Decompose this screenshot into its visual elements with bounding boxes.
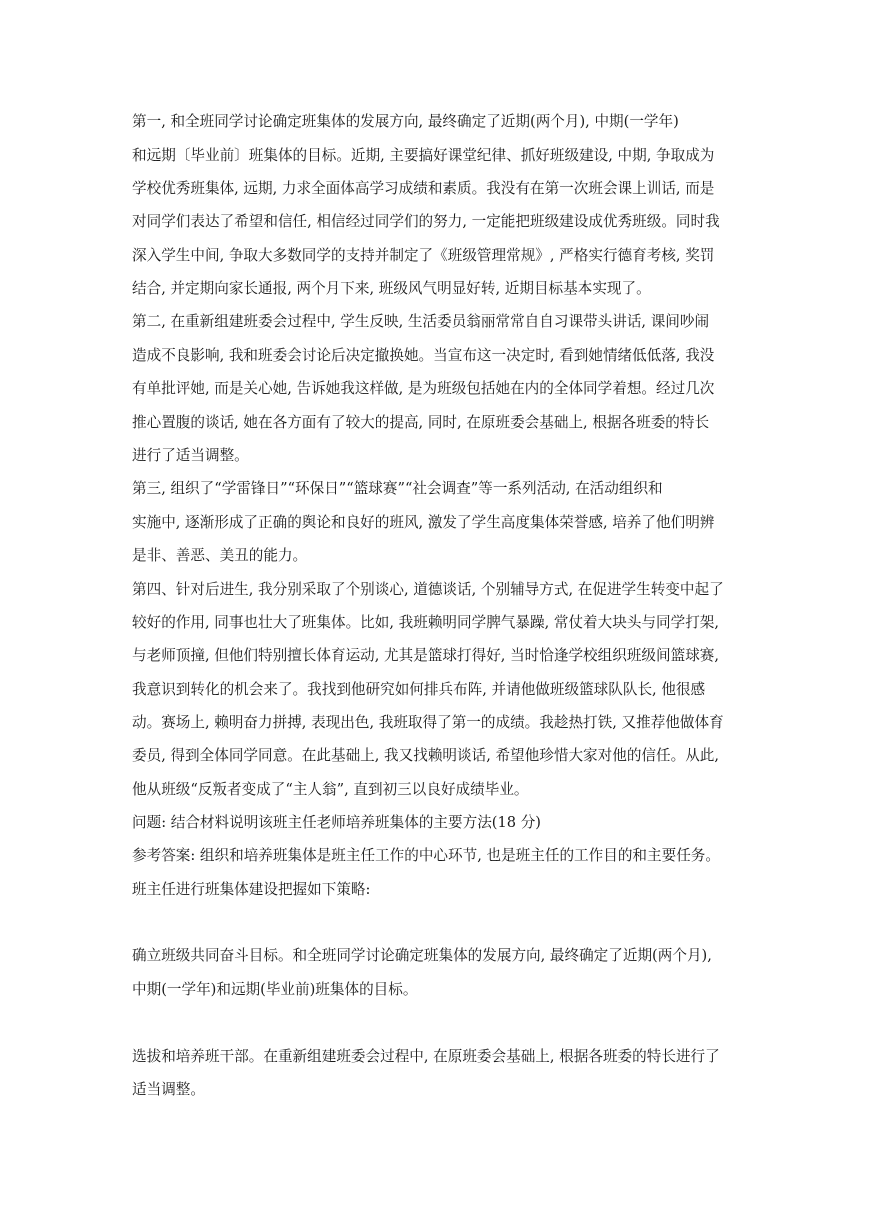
text-line: 较好的作用, 同事也壮大了班集体。比如, 我班赖明同学脾气暴躁, 常仗着大块头与同学打架, bbox=[132, 614, 720, 631]
text-line: 他从班级“反叛者变成了“主人翁”, 直到初三以良好成绩毕业。 bbox=[132, 781, 529, 798]
answer-line: 参考答案: 组织和培养班集体是班主任工作的中心环节, 也是班主任的工作目的和主要任务。 bbox=[132, 847, 720, 864]
text-line: 第三, 组织了“学雷锋日”“环保日”“篮球赛”“社会调查”等一系列活动, 在活动组织和 bbox=[132, 480, 663, 497]
text-line: 是非、善恶、美丑的能力。 bbox=[132, 547, 308, 564]
text-line: 和远期〔毕业前〕班集体的目标。近期, 主要搞好课堂纪律、抓好班级建设, 中期, 争取成为 bbox=[132, 147, 715, 164]
text-line: 造成不良影响, 我和班委会讨论后决定撤换她。当宣布这一决定时, 看到她情绪低低落, 我没 bbox=[132, 347, 715, 364]
text-line: 进行了适当调整。 bbox=[132, 447, 249, 464]
text-line: 结合, 并定期向家长通报, 两个月下来, 班级风气明显好转, 近期目标基本实现了。 bbox=[132, 280, 651, 297]
text-line: 与老师顶撞, 但他们特别擅长体育运动, 尤其是篮球打得好, 当时恰逢学校组织班级间篮球赛, bbox=[132, 647, 720, 664]
question-line: 问题: 结合材料说明该班主任老师培养班集体的主要方法(18 分) bbox=[132, 814, 541, 831]
text-line: 动。赛场上, 赖明奋力拼搏, 表现出色, 我班取得了第一的成绩。我趁热打铁, 又推荐他做体育 bbox=[132, 714, 724, 731]
text-line: 第一, 和全班同学讨论确定班集体的发展方向, 最终确定了近期(两个月), 中期(一学年) bbox=[132, 113, 679, 130]
text-line: 实施中, 逐渐形成了正确的舆论和良好的班风, 激发了学生高度集体荣誉感, 培养了他们明辨 bbox=[132, 514, 715, 531]
text-line: 第四、针对后进生, 我分别采取了个别谈心, 道德谈话, 个别辅导方式, 在促进学生转变中起了 bbox=[132, 581, 724, 598]
text-line: 对同学们表达了希望和信任, 相信经过同学们的努力, 一定能把班级建设成优秀班级。同时我 bbox=[132, 213, 720, 230]
text-line: 第二, 在重新组建班委会过程中, 学生反映, 生活委员翁丽常常自自习课带头讲话, 课间吵闹 bbox=[132, 313, 710, 330]
strategy-line: 中期(一学年)和远期(毕业前)班集体的目标。 bbox=[132, 981, 418, 998]
text-line: 我意识到转化的机会来了。我找到他研究如何排兵布阵, 并请他做班级篮球队队长, 他很感 bbox=[132, 681, 706, 698]
strategy-line: 适当调整。 bbox=[132, 1081, 205, 1098]
text-line: 学校优秀班集体, 远期, 力求全面体高学习成绩和素质。我没有在第一次班会课上训话, 而是 bbox=[132, 180, 715, 197]
text-line: 有单批评她, 而是关心她, 告诉她我这样做, 是为班级包括她在内的全体同学着想。经过几次 bbox=[132, 380, 715, 397]
strategy-line: 确立班级共同奋斗目标。和全班同学讨论确定班集体的发展方向, 最终确定了近期(两个月), bbox=[132, 947, 712, 964]
answer-line: 班主任进行班集体建设把握如下策略: bbox=[132, 881, 371, 898]
strategy-line: 选拔和培养班干部。在重新组建班委会过程中, 在原班委会基础上, 根据各班委的特长进行了 bbox=[132, 1048, 720, 1065]
text-line: 深入学生中间, 争取大多数同学的支持并制定了《班级管理常规》, 严格实行德育考核, 奖罚 bbox=[132, 247, 715, 264]
text-line: 委员, 得到全体同学同意。在此基础上, 我又找赖明谈话, 希望他珍惜大家对他的信任。从此, bbox=[132, 747, 720, 764]
text-line: 推心置腹的谈话, 她在各方面有了较大的提高, 同时, 在原班委会基础上, 根据各班委的特长 bbox=[132, 414, 710, 431]
